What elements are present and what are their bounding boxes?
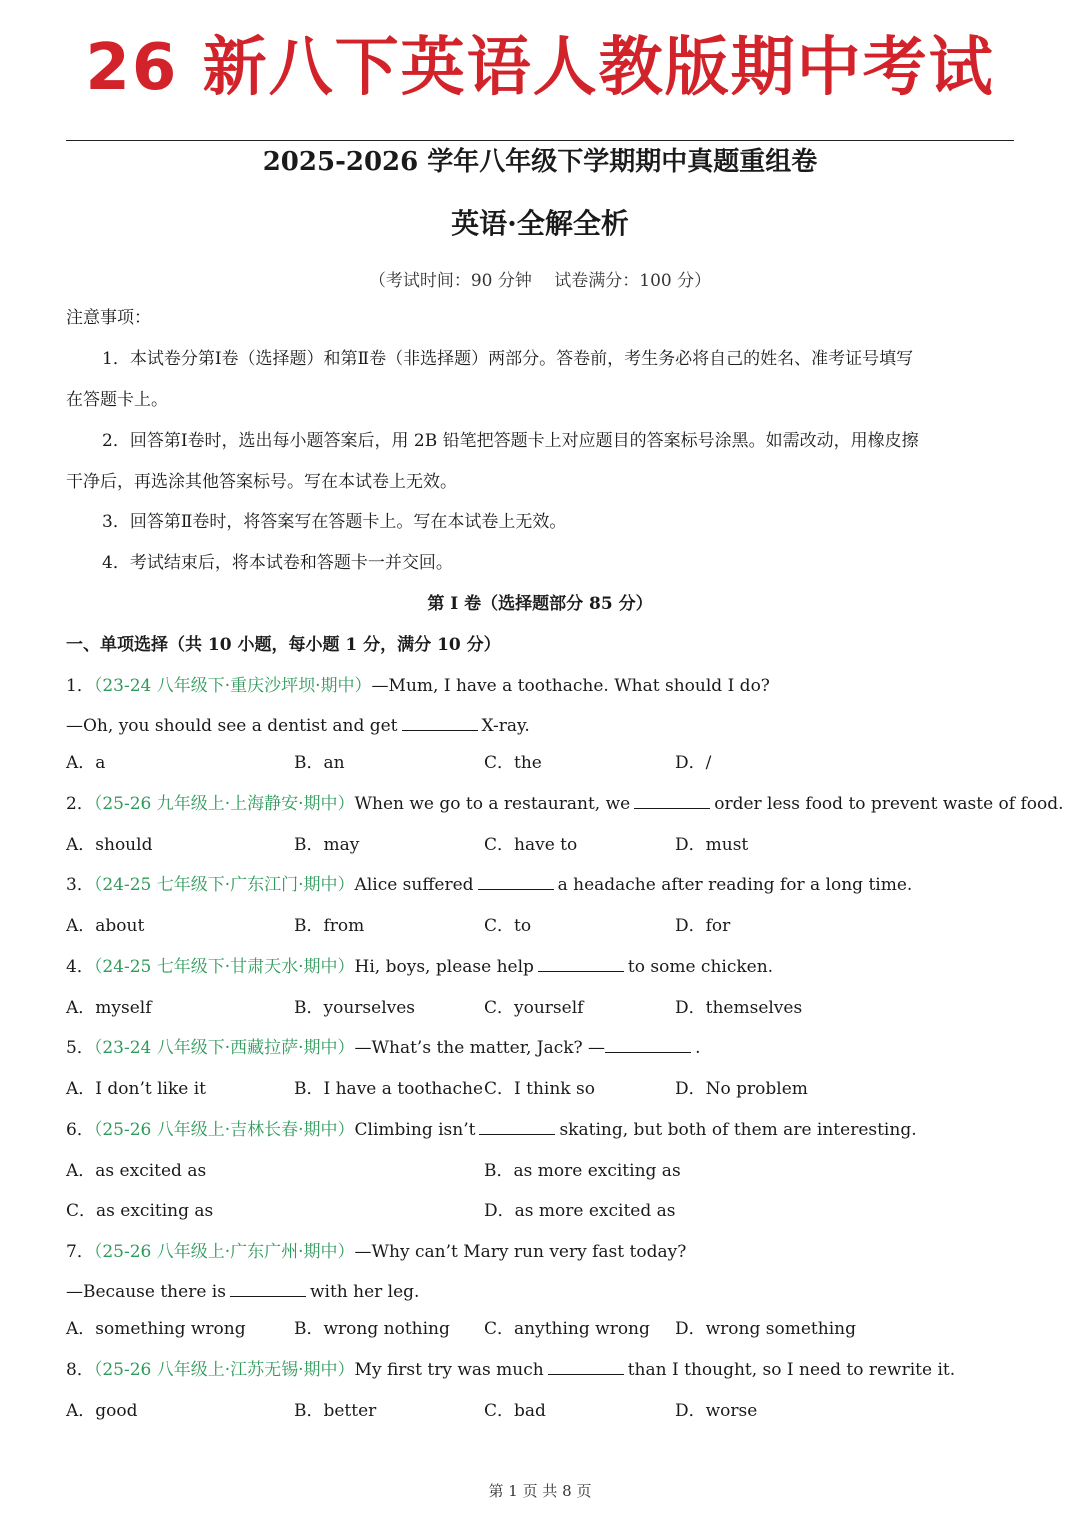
option-c[interactable]: C．bad xyxy=(484,1401,546,1421)
question-stem-end: to some chicken. xyxy=(627,957,774,977)
question-stem: —What’s the matter, Jack? — xyxy=(354,1038,606,1058)
paper-title: 2025-2026 学年八年级下学期期中真题重组卷 xyxy=(262,147,818,177)
option-c[interactable]: C．as exciting as xyxy=(66,1201,214,1221)
question-source: （23-24 八年级下·重庆沙坪坝·期中） xyxy=(93,676,372,696)
question-number: 7． xyxy=(66,1242,94,1262)
answer-blank[interactable] xyxy=(230,1280,306,1297)
question-8 xyxy=(66,1358,1014,1382)
question-number: 4． xyxy=(66,957,94,977)
answer-blank[interactable] xyxy=(548,1358,624,1375)
banner-title: 26 新八下英语人教版期中考试 xyxy=(85,31,995,105)
option-a[interactable]: A．about xyxy=(66,916,145,936)
answer-blank[interactable] xyxy=(402,714,478,731)
question-3 xyxy=(66,873,1014,897)
option-c[interactable]: C．have to xyxy=(484,835,578,855)
question-source: （25-26 八年级上·广东广州·期中） xyxy=(93,1242,355,1262)
question-stem-end: with her leg. xyxy=(309,1282,420,1302)
question-stem-end: order less food to prevent waste of food. xyxy=(714,794,1064,814)
question-stem-end: X-ray. xyxy=(481,716,530,736)
question-number: 2． xyxy=(66,794,94,814)
paper-subtitle: 英语·全解全析 xyxy=(451,207,629,240)
option-a[interactable]: A．as excited as xyxy=(66,1161,207,1181)
option-a[interactable]: A．something wrong xyxy=(66,1319,246,1339)
notice-line: 3．回答第Ⅱ卷时，将答案写在答题卡上。写在本试卷上无效。 xyxy=(102,512,567,532)
notice-line: 4．考试结束后，将本试卷和答题卡一并交回。 xyxy=(102,553,453,573)
option-a[interactable]: A．should xyxy=(66,835,153,855)
question-2 xyxy=(66,792,1064,816)
exam-meta: （考试时间：90 分钟 试卷满分：100 分） xyxy=(368,271,712,291)
question-number: 8． xyxy=(66,1360,94,1380)
notice-line: 在答题卡上。 xyxy=(66,390,168,410)
question-source: （24-25 七年级下·甘肃天水·期中） xyxy=(93,957,355,977)
question-source: （25-26 八年级上·吉林长春·期中） xyxy=(93,1120,355,1140)
option-c[interactable]: C．I think so xyxy=(484,1079,595,1099)
question-stem: My first try was much xyxy=(354,1360,544,1380)
question-stem: —Mum, I have a toothache. What should I do? xyxy=(371,676,770,696)
option-d[interactable]: D．must xyxy=(675,835,749,855)
option-c[interactable]: C．to xyxy=(484,916,532,936)
option-a[interactable]: A．myself xyxy=(66,998,152,1018)
option-d[interactable]: D．for xyxy=(675,916,731,936)
option-b[interactable]: B．an xyxy=(294,753,345,773)
question-stem: —Why can’t Mary run very fast today? xyxy=(354,1242,687,1262)
option-b[interactable]: B．I have a toothache xyxy=(294,1079,484,1099)
question-stem: —Because there is xyxy=(66,1282,226,1302)
part-title: 一、单项选择（共 10 小题，每小题 1 分，满分 10 分） xyxy=(66,635,501,655)
question-number: 3． xyxy=(66,875,94,895)
question-source: （25-26 八年级上·江苏无锡·期中） xyxy=(93,1360,355,1380)
question-stem: —Oh, you should see a dentist and get xyxy=(66,716,398,736)
answer-blank[interactable] xyxy=(478,873,554,890)
section-title: 第 I 卷（选择题部分 85 分） xyxy=(427,594,653,614)
option-a[interactable]: A．I don’t like it xyxy=(66,1079,207,1099)
option-c[interactable]: C．the xyxy=(484,753,542,773)
notice-line: 2．回答第Ⅰ卷时，选出每小题答案后，用 2B 铅笔把答题卡上对应题目的答案标号涂黑。如需改动，用橡皮擦 xyxy=(102,431,919,451)
header-rule xyxy=(66,140,1014,141)
notice-line: 1．本试卷分第Ⅰ卷（选择题）和第Ⅱ卷（非选择题）两部分。答卷前，考生务必将自己的姓名、准考证号填写 xyxy=(102,349,914,369)
question-1 xyxy=(66,674,1014,698)
option-b[interactable]: B．wrong nothing xyxy=(294,1319,450,1339)
question-number: 6． xyxy=(66,1120,94,1140)
question-number: 1． xyxy=(66,676,94,696)
question-7-line2 xyxy=(66,1280,1014,1304)
question-stem-end: . xyxy=(695,1038,701,1058)
question-source: （23-24 八年级下·西藏拉萨·期中） xyxy=(93,1038,355,1058)
option-b[interactable]: B．yourselves xyxy=(294,998,416,1018)
option-d[interactable]: D．/ xyxy=(675,753,712,773)
question-stem: When we go to a restaurant, we xyxy=(354,794,631,814)
question-stem-end: than I thought, so I need to rewrite it. xyxy=(627,1360,956,1380)
question-stem-end: a headache after reading for a long time. xyxy=(557,875,913,895)
option-b[interactable]: B．from xyxy=(294,916,365,936)
answer-blank[interactable] xyxy=(634,792,710,809)
option-c[interactable]: C．anything wrong xyxy=(484,1319,650,1339)
question-stem: Hi, boys, please help xyxy=(354,957,534,977)
option-d[interactable]: D．as more excited as xyxy=(484,1201,676,1221)
option-a[interactable]: A．a xyxy=(66,753,106,773)
question-6 xyxy=(66,1118,1014,1142)
answer-blank[interactable] xyxy=(538,955,624,972)
option-b[interactable]: B．may xyxy=(294,835,360,855)
question-source: （25-26 九年级上·上海静安·期中） xyxy=(93,794,355,814)
option-d[interactable]: D．worse xyxy=(675,1401,758,1421)
option-a[interactable]: A．good xyxy=(66,1401,138,1421)
question-stem-end: skating, but both of them are interesting. xyxy=(559,1120,917,1140)
question-stem: Alice suffered xyxy=(354,875,474,895)
question-1-line2 xyxy=(66,714,1014,738)
question-stem: Climbing isn’t xyxy=(354,1120,476,1140)
option-d[interactable]: D．wrong something xyxy=(675,1319,856,1339)
question-4 xyxy=(66,955,1014,979)
notice-line: 干净后，再选涂其他答案标号。写在本试卷上无效。 xyxy=(66,472,457,492)
question-source: （24-25 七年级下·广东江门·期中） xyxy=(93,875,355,895)
option-c[interactable]: C．yourself xyxy=(484,998,584,1018)
option-b[interactable]: B．better xyxy=(294,1401,377,1421)
answer-blank[interactable] xyxy=(479,1118,555,1135)
answer-blank[interactable] xyxy=(605,1036,691,1053)
question-number: 5． xyxy=(66,1038,94,1058)
option-d[interactable]: D．themselves xyxy=(675,998,803,1018)
option-d[interactable]: D．No problem xyxy=(675,1079,808,1099)
question-7 xyxy=(66,1240,1014,1264)
notice-heading: 注意事项： xyxy=(66,308,151,328)
question-5 xyxy=(66,1036,1014,1060)
option-b[interactable]: B．as more exciting as xyxy=(484,1161,681,1181)
page-footer: 第 1 页 共 8 页 xyxy=(488,1482,592,1500)
